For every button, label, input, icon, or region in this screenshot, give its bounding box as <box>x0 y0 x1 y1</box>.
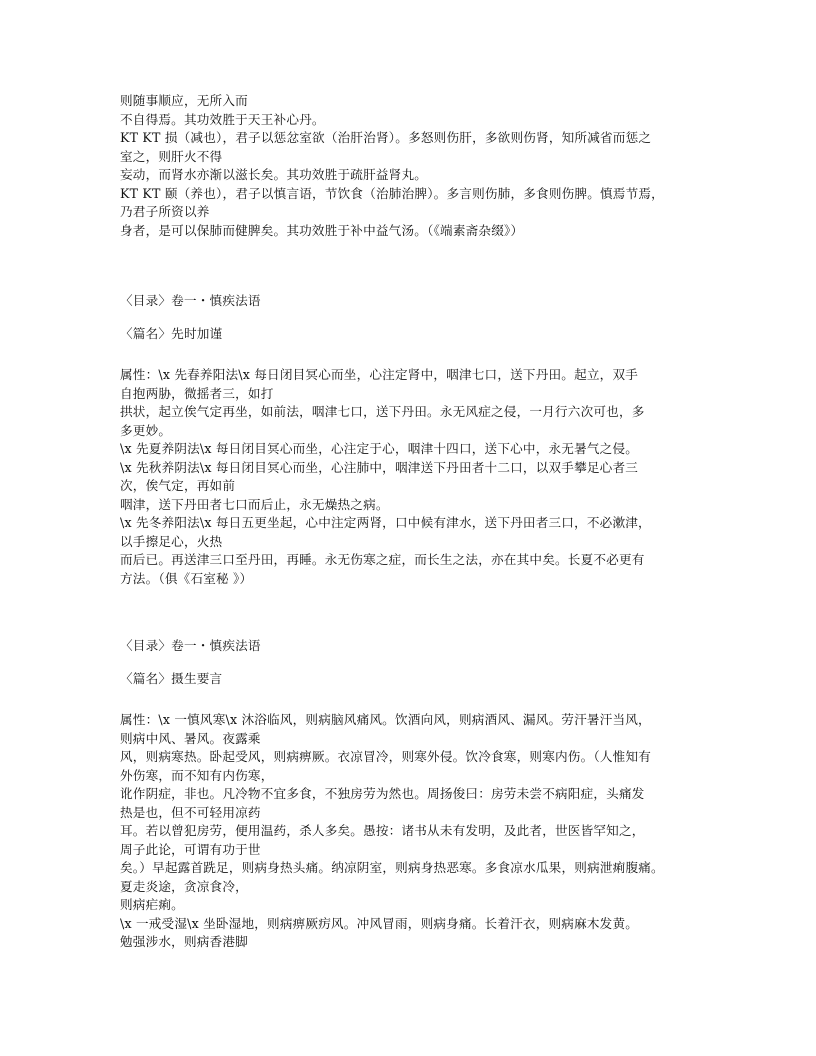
toc-label: 〈目录〉卷一・慎疾法语 <box>120 638 261 653</box>
text-line: 耳。若以曾犯房劳，便用温药，杀人多矣。愚按：诸书从未有发明，及此者，世医皆罕知之， <box>120 823 645 838</box>
text-line: 拱状，起立俟气定再坐，如前法，咽津七口，送下丹田。永无风症之侵，一月行六次可也，多 <box>120 404 645 419</box>
text-line: 夏走炎途，贪凉食冷， <box>120 878 248 894</box>
text-line: \x 一戒受湿\x 坐卧湿地，则病痹厥疠风。冲风冒雨，则病身痛。长着汗衣，则病麻木发黄。 <box>120 915 639 931</box>
text-line: \x 先夏养阴法\x 每日闭目冥心而坐，心注定于心，咽津十四口，送下心中，永无暑气之侵。 <box>120 441 639 456</box>
text-line: 妄动，而肾水亦渐以滋长矣。其功效胜于疏肝益肾丸。 <box>120 167 428 182</box>
text-line: 不自得焉。其功效胜于天王补心丹。 <box>120 111 325 127</box>
text-line: 矣。）早起露首跣足，则病身热头痛。纳凉阴室，则病身热恶寒。多食凉水瓜果，则病泄痢腹痛。 <box>120 860 664 875</box>
title-label: 〈篇名〉先时加谨 <box>120 326 223 341</box>
section-toc-heading <box>120 637 720 656</box>
text-line: 自抱两胁，微摇者三，如打 <box>120 385 274 401</box>
text-line: 而后已。再送津三口至丹田，再睡。永无伤寒之症，而长生之法，亦在其中矣。长夏不必更有 <box>120 552 645 567</box>
text-line: 风，则病寒热。卧起受风，则病痹厥。衣凉冒冷，则寒外侵。饮冷食寒，则寒内伤。（人惟知有 <box>120 749 652 764</box>
text-line: 则病疟痢。 <box>120 897 184 912</box>
text-line: KT KT 损（减也），君子以惩忿室欲（治肝治肾）。多怒则伤肝，多欲则伤肾，知所减省而惩之 <box>120 130 652 145</box>
text-line: 方法。（俱《石室秘 》） <box>120 570 253 586</box>
text-line: 身者，是可以保肺而健脾矣。其功效胜于补中益气汤。（《端素斋杂缀》） <box>120 222 524 238</box>
text-line: 室之，则肝火不得 <box>120 148 223 164</box>
text-line: 周子此论，可谓有功于世 <box>120 841 261 857</box>
text-line: 咽津，送下丹田者七口而后止，永无燥热之病。 <box>120 496 389 512</box>
text-line: 勉强涉水，则病香港脚 <box>120 934 248 949</box>
text-line: 属性：\x 一慎风寒\x 沐浴临风，则病脑风痛风。饮酒向风，则病酒风、漏风。劳汗暑汗当风， <box>120 712 651 727</box>
text-line: 多更妙。 <box>120 422 172 438</box>
toc-label: 〈目录〉卷一・慎疾法语 <box>120 293 261 308</box>
text-line: 则病中风、暑风。夜露乘 <box>120 730 261 746</box>
text-line: \x 先冬养阳法\x 每日五更坐起，心中注定两肾，口中候有津水，送下丹田者三口，不必漱津， <box>120 515 651 530</box>
text-line: KT KT 颐（养也），君子以慎言语，节饮食（治肺治脾）。多言则伤肺，多食则伤脾。慎焉节焉， <box>120 185 664 201</box>
text-block-section2 <box>120 711 720 952</box>
text-line: 讹作阴症，非也。凡冷物不宜多食，不独房劳为然也。周扬俊曰：房劳未尝不病阳症，头痛发 <box>120 786 645 801</box>
section-title <box>120 670 720 689</box>
text-line: \x 先秋养阴法\x 每日闭目冥心而坐，心注肺中，咽津送下丹田者十二口，以双手攀足心者三 <box>120 459 639 475</box>
title-label: 〈篇名〉摄生要言 <box>120 671 223 686</box>
text-line: 以手擦足心，火热 <box>120 533 223 549</box>
text-line: 乃君子所资以养 <box>120 204 210 219</box>
text-line: 属性：\x 先春养阳法\x 每日闭目冥心而坐，心注定肾中，咽津七口，送下丹田。起立，双手 <box>120 367 639 382</box>
text-line: 则随事顺应，无所入而 <box>120 93 248 108</box>
section-title <box>120 325 720 344</box>
text-line: 次，俟气定，再如前 <box>120 478 236 493</box>
text-block-section1 <box>120 366 720 588</box>
text-line: 外伤寒，而不知有内伤寒， <box>120 767 274 783</box>
text-block-continuation <box>120 92 720 240</box>
text-line: 热是也，但不可轻用凉药 <box>120 804 261 820</box>
section-toc-heading <box>120 292 720 311</box>
